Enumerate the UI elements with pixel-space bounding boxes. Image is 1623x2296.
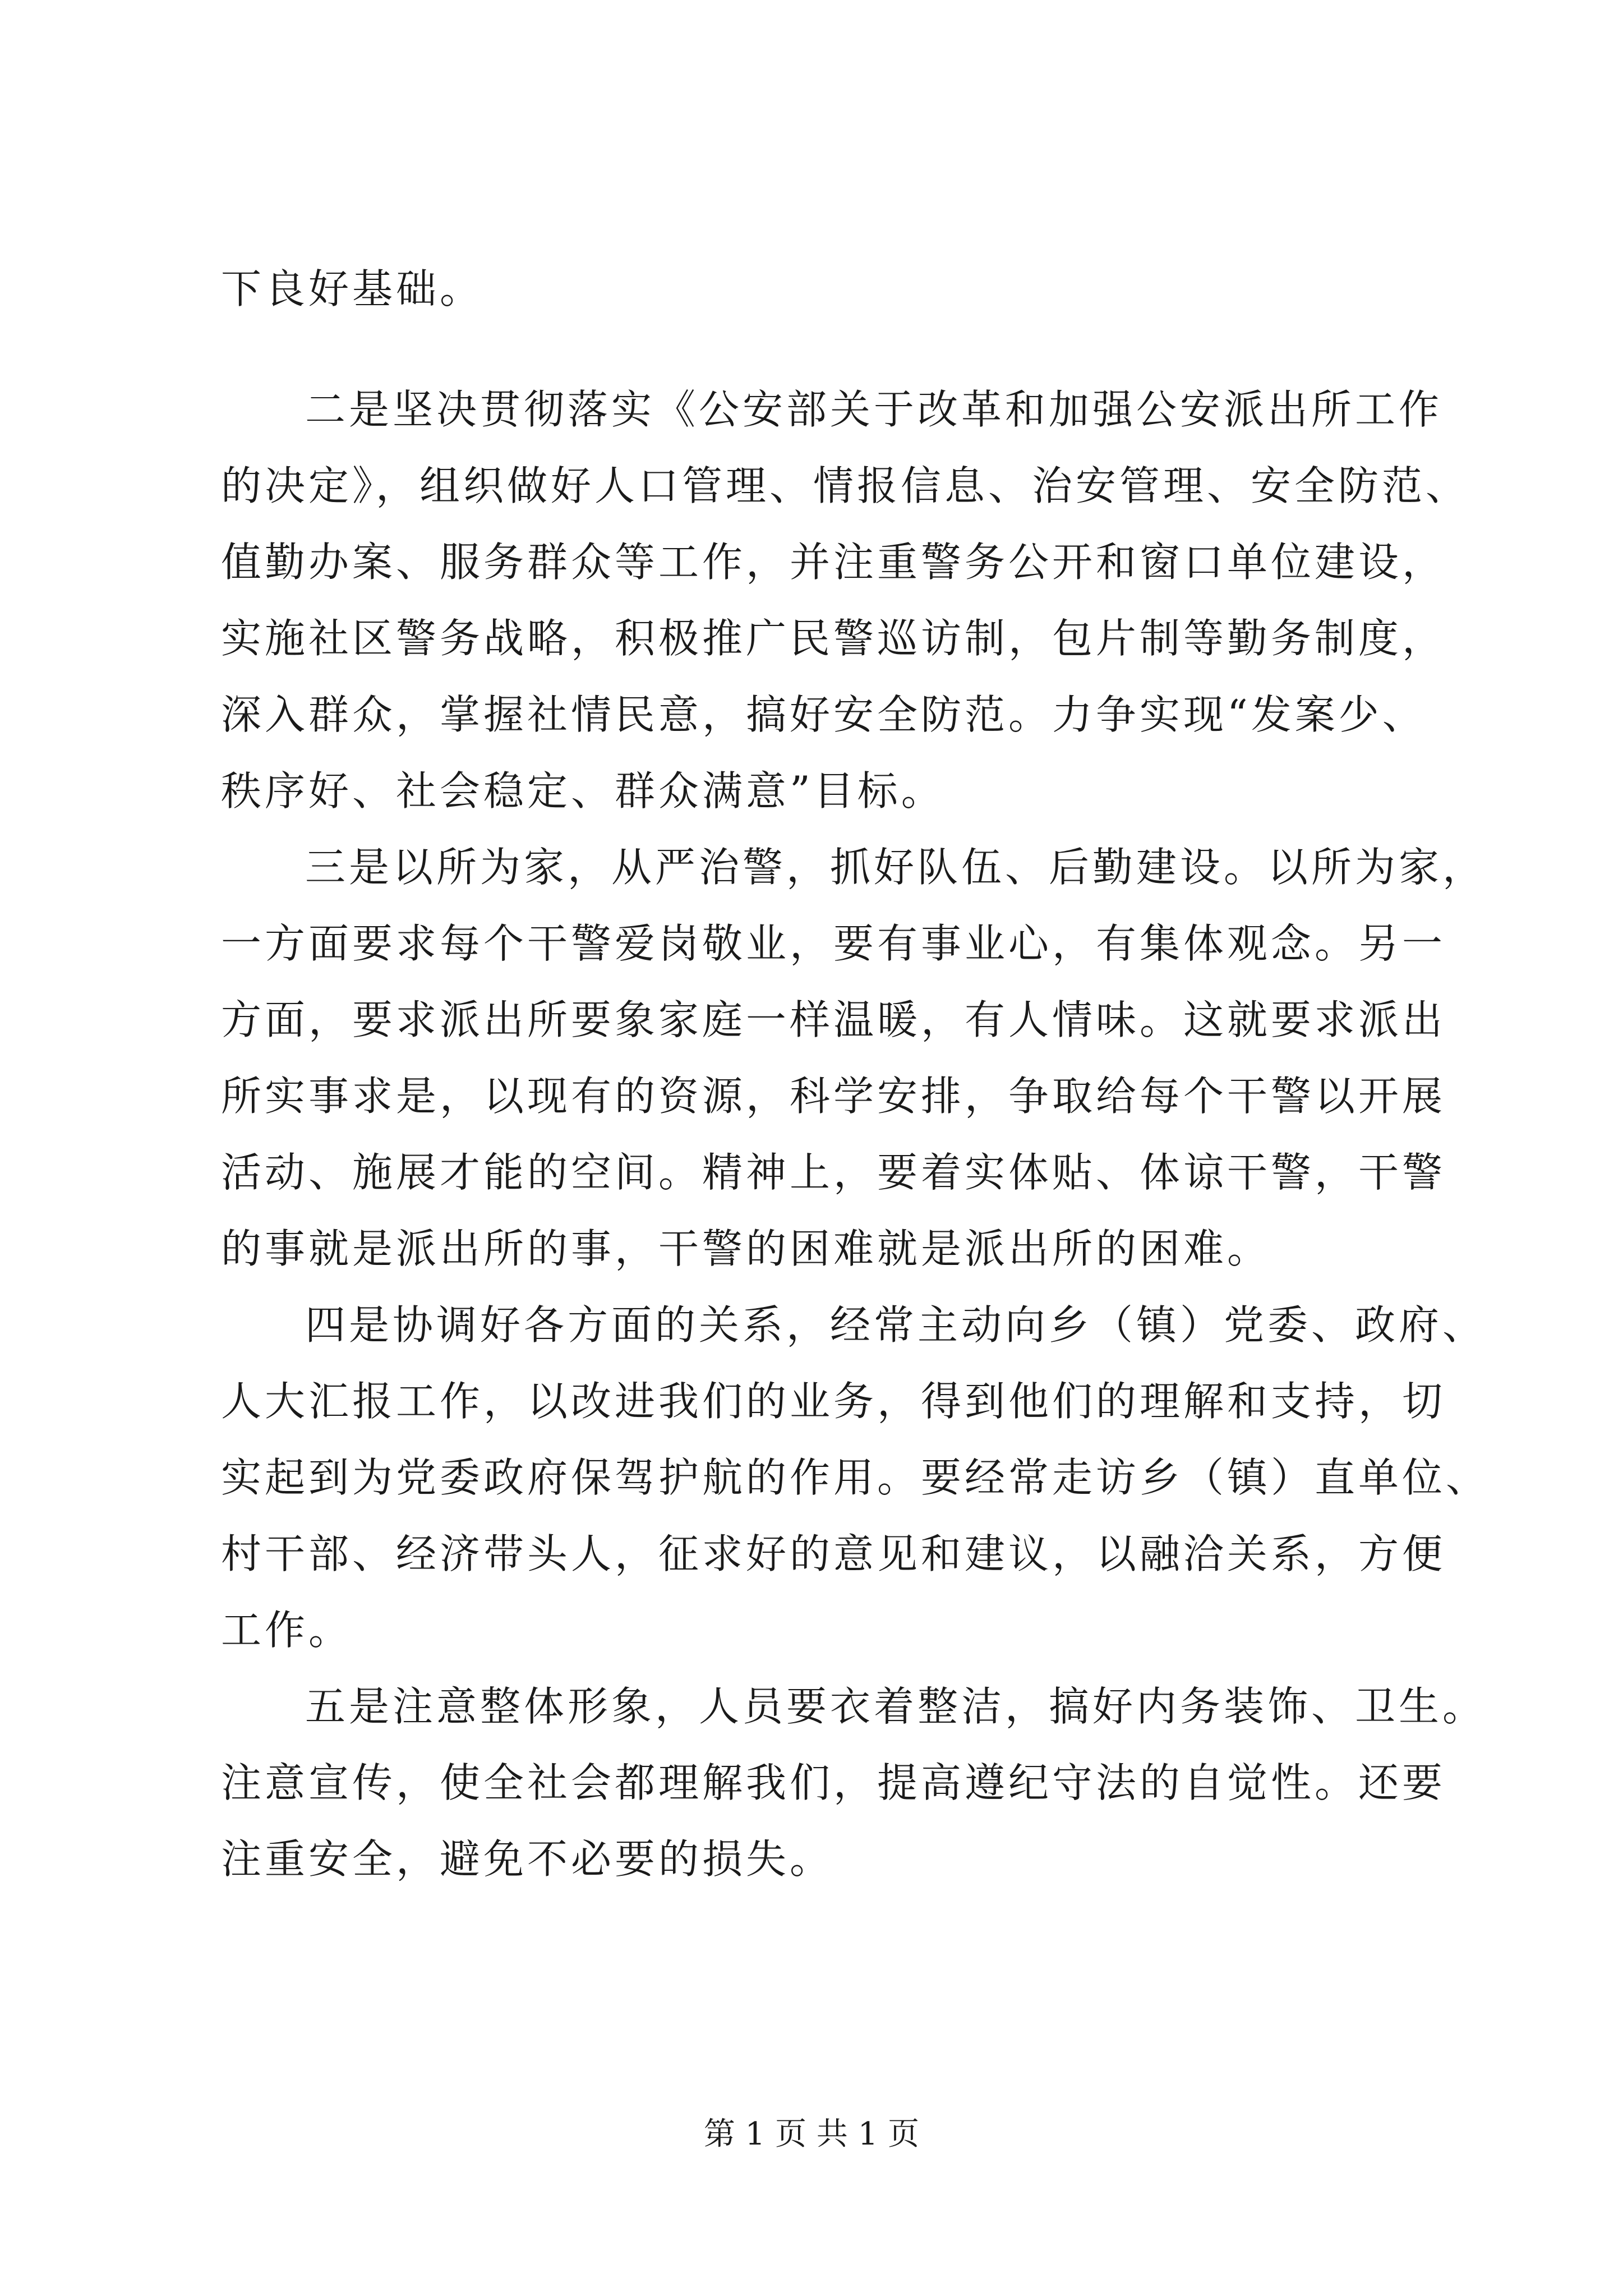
paragraph-first-line: 四是协调好各方面的关系，经常主动向乡（镇）党委、政府、 [305, 1301, 1487, 1349]
text-line: 注重安全，避免不必要的损失。 [221, 1835, 834, 1883]
paragraph-first-line: 二是坚决贯彻落实《公安部关于改革和加强公安派出所工作 [305, 386, 1443, 433]
text-line: 一方面要求每个干警爱岗敬业，要有事业心，有集体观念。另一 [221, 920, 1446, 967]
text-line: 深入群众，掌握社情民意，搞好安全防范。力争实现“发案少、 [221, 691, 1426, 738]
text-line: 注意宣传，使全社会都理解我们，提高遵纪守法的自觉性。还要 [221, 1759, 1446, 1806]
text-line: 值勤办案、服务群众等工作，并注重警务公开和窗口单位建设， [221, 539, 1446, 586]
text-line: 所实事求是，以现有的资源，科学安排，争取给每个干警以开展 [221, 1073, 1446, 1120]
paragraph-first-line: 三是以所为家，从严治警，抓好队伍、后勤建设。以所为家， [305, 844, 1487, 891]
text-line: 的事就是派出所的事，干警的困难就是派出所的困难。 [221, 1225, 1271, 1272]
text-line: 秩序好、社会稳定、群众满意”目标。 [221, 767, 945, 815]
page-footer: 第 1 页 共 1 页 [703, 2116, 920, 2152]
text-line: 下良好基础。 [221, 265, 484, 312]
text-line: 方面，要求派出所要象家庭一样温暖，有人情味。这就要求派出 [221, 996, 1446, 1043]
text-line: 实施社区警务战略，积极推广民警巡访制，包片制等勤务制度， [221, 615, 1446, 662]
paragraph-first-line: 五是注意整体形象，人员要衣着整洁，搞好内务装饰、卫生。 [305, 1683, 1487, 1730]
text-line: 的决定》，组织做好人口管理、情报信息、治安管理、安全防范、 [221, 462, 1470, 509]
text-line: 工作。 [221, 1607, 353, 1654]
text-line: 村干部、经济带头人，征求好的意见和建议，以融洽关系，方便 [221, 1530, 1446, 1577]
text-line: 实起到为党委政府保驾护航的作用。要经常走访乡（镇）直单位、 [221, 1454, 1490, 1501]
text-line: 人大汇报工作，以改进我们的业务，得到他们的理解和支持，切 [221, 1378, 1446, 1425]
text-line: 活动、施展才能的空间。精神上，要着实体贴、体谅干警，干警 [221, 1149, 1446, 1196]
